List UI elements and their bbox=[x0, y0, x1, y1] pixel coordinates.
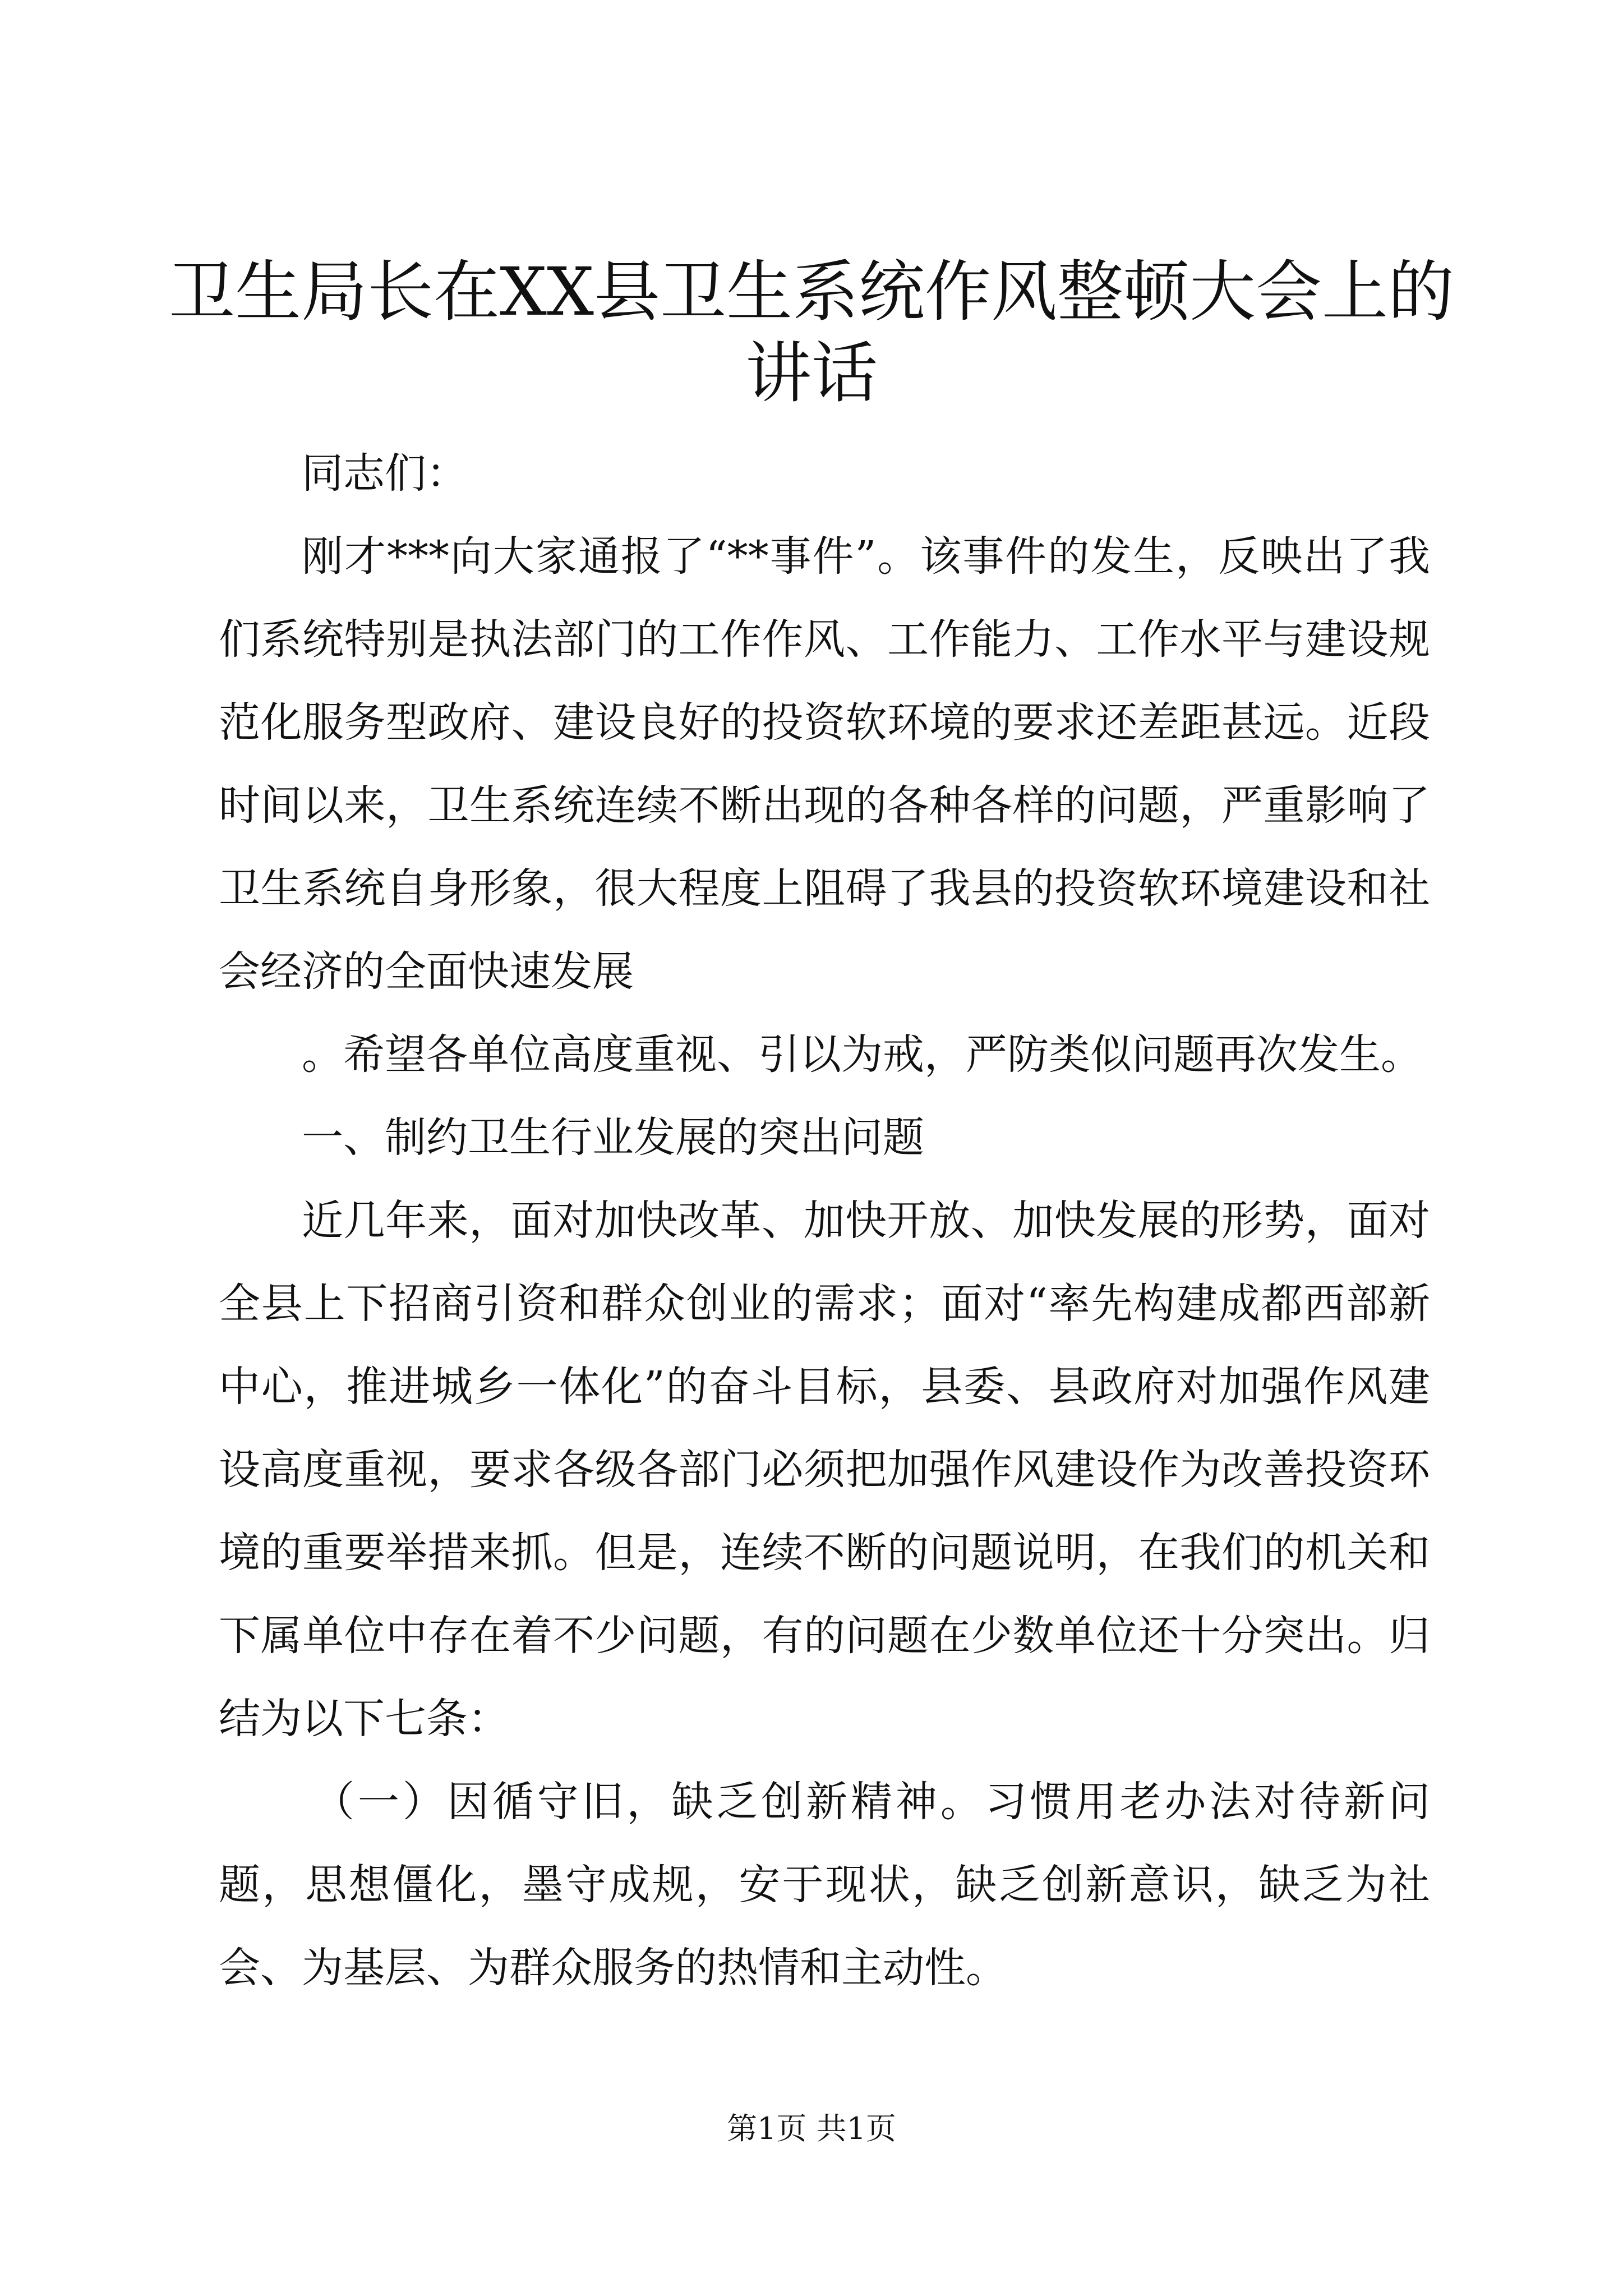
paragraph-2: 。希望各单位高度重视、引以为戒，严防类似问题再次发生。 bbox=[302, 1030, 1422, 1079]
salutation: 同志们： bbox=[302, 449, 468, 498]
page-footer: 第1页 共1页 bbox=[727, 2111, 896, 2146]
section-heading-1: 一、制约卫生行业发展的突出问题 bbox=[302, 1114, 924, 1162]
document-title-line-1: 卫生局长在XX县卫生系统作风整顿大会上的 bbox=[168, 253, 1454, 330]
paragraph-3: 近几年来，面对加快改革、加快开放、加快发展的形势，面对全县上下招商引资和群众创业的需求；面对“率先构建成都西部新中心，推进城乡一体化”的奋斗目标，县委、县政府对加强作风建设高度重视，要求各级各部门必须把加强作风建设作为改善投资环境的重要举措来抓。但是，连续不断的问题说明，在我们的机关和下属单位中存在着不少问题，有的问题在少数单位还十分突出。归结为以下七条： bbox=[219, 1197, 1430, 1743]
document-body bbox=[219, 432, 1430, 2009]
document-title-line-2: 讲话 bbox=[745, 334, 878, 412]
paragraph-1: 刚才***向大家通报了“**事件”。该事件的发生，反映出了我们系统特别是执法部门的工作作风、工作能力、工作水平与建设规范化服务型政府、建设良好的投资软环境的要求还差距甚远。近段时间以来，卫生系统连续不断出现的各种各样的问题，严重影响了卫生系统自身形象，很大程度上阻碍了我县的投资软环境建设和社会经济的全面快速发展 bbox=[219, 532, 1430, 996]
paragraph-4: （一）因循守旧，缺乏创新精神。习惯用老办法对待新问题，思想僵化，墨守成规，安于现状，缺乏创新意识，缺乏为社会、为基层、为群众服务的热情和主动性。 bbox=[219, 1778, 1430, 1992]
